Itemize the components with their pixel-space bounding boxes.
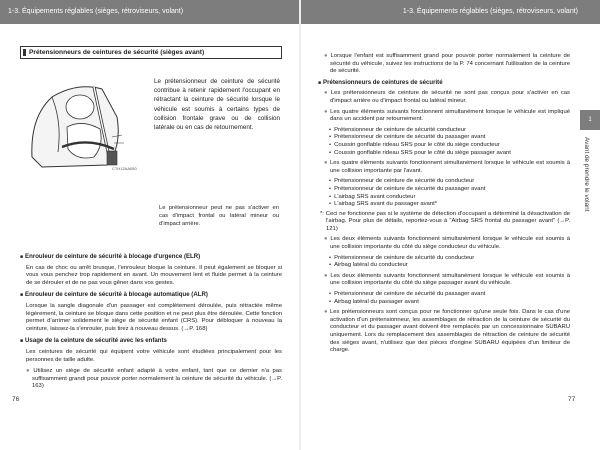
bullet-4-list xyxy=(318,255,570,270)
list-item: • L'airbag SRS avant conducteur xyxy=(318,194,570,202)
pretensioner-note: Le prétensionneur peut ne pas s'activer en cas d'impact frontal ou latéral mineur ou d'impact arrière. xyxy=(159,205,279,227)
page-number-left: 76 xyxy=(12,396,20,403)
bullet-4: ● Les deux éléments suivants fonctionnent simultanément lorsque le véhicule est soumis à une collision importante du côté du siège conducteur du véhicule. xyxy=(318,236,570,251)
page-number-right: 77 xyxy=(568,396,576,403)
list-item: • Prétensionneur de ceinture de sécurité conducteur xyxy=(318,127,570,135)
list-item: • Prétensionneur de ceinture de sécurité du passager avant xyxy=(318,291,570,299)
chapter-label xyxy=(583,137,597,277)
figure-code: CTH12AA050 xyxy=(112,166,137,171)
bullet-5-list xyxy=(318,291,570,306)
chapter-label-text: Avant de prendre le volant xyxy=(583,137,590,212)
alr-title: ■ Enrouleur de ceinture de sécurité à blocage automatique (ALR) xyxy=(20,291,282,300)
section-title-box xyxy=(20,46,282,59)
list-item: • Airbag latéral du conducteur xyxy=(318,262,570,270)
bullet-2-list xyxy=(318,127,570,157)
elr-title: ■ Enrouleur de ceinture de sécurité à blocage d'urgence (ELR) xyxy=(20,253,282,262)
list-item: • Prétensionneur de ceinture de sécurité du passager avant xyxy=(318,186,570,194)
bullet-3: ● Les quatre éléments suivants fonctionnent simultanément lorsque le véhicule est soumis à une collision importante par l'avant. xyxy=(318,160,570,175)
bullet-6: ● Les prétensionneurs sont conçus pour ne fonctionner qu'une seule fois. Dans le cas d'une activation d'un prétensionneur, les assemblages de rétraction de la ceinture de sécurité du conducteur et du passager avant doivent être remplacés par un concessionnaire SUBARU uniquement. Lors du remplacement des assemblages de rétraction de ceinture de sécurité des sièges avant, n'utilisez que des pièces d'origine SUBARU équipées d'un limiteur de charge. xyxy=(318,309,570,355)
elr-text: En cas de choc ou arrêt brusque, l'enrouleur bloque la ceinture. Il peut également se bloquer si vous vous penchez trop rapidement en avant. Un mouvement lent et fluide permet à la ceinture de se dérouler et de ne pas vous gêner dans vos gestes. xyxy=(26,264,282,286)
list-item: • Prétensionneur de ceinture de sécurité du conducteur xyxy=(318,255,570,263)
alr-text: Lorsque la sangle diagonale d'un passager est complètement déroulée, puis rétractée même légèrement, la ceinture se bloque dans cette position et ne peut plus être déroulée. Cette fonction permet d'arrimer solidement le siège de sécurité enfant (CRS). Pour débloquer à nouveau la ceinture, laissez-la s'enrouler, puis tirez à nouveau dessus. (→P. 168) xyxy=(26,302,282,332)
page-gutter xyxy=(299,0,301,450)
chapter-tab: 1 xyxy=(580,110,600,130)
child-title: ■ Usage de la ceinture de sécurité avec les enfants xyxy=(20,337,282,346)
bullet-1: ● Les prétensionneurs de ceinture de sécurité ne sont pas conçus pour s'activer en cas d'impact arrière ou d'impact frontal ou latéral mineur. xyxy=(318,90,570,105)
header-left: 1-3. Équipements réglables (sièges, rétroviseurs, volant) xyxy=(0,0,300,24)
left-page xyxy=(20,46,283,390)
section-title: Prétensionneurs de ceintures de sécurité (sièges avant) xyxy=(29,49,205,56)
top-bullet: ● Lorsque l'enfant est suffisamment grand pour pouvoir porter normalement la ceinture de sécurité du véhicule, suivez les instructions de la P. 74 concernant l'utilisation de la ceinture de sécurité. xyxy=(318,53,570,76)
child-text: Les ceintures de sécurité qui équipent votre véhicule sont étudiées principalement pour les personnes de taille adulte. xyxy=(26,348,282,363)
list-item: • Prétensionneur de ceinture de sécurité du conducteur xyxy=(318,178,570,186)
list-item: • Coussin gonflable rideau SRS pour le côté du siège conducteur xyxy=(318,142,570,150)
right-section-title: ■ Prétensionneurs de ceintures de sécurité xyxy=(318,79,570,88)
pretensioner-intro: Le prétensionneur de ceinture de sécurité contribue à retenir rapidement l'occupant en rétractant la ceinture de sécurité lorsque le véhicule est soumis à certains types de collision frontale grave ou de collision latérale ou en cas de retournement. xyxy=(154,78,280,132)
header-right: 1-3. Équipements réglables (sièges, rétroviseurs, volant) xyxy=(300,0,600,24)
list-item: • Airbag latéral du passager avant xyxy=(318,299,570,307)
list-item: • Coussin gonflable rideau SRS pour le côté du siège passager avant xyxy=(318,150,570,158)
bullet-2: ● Les quatre éléments suivants fonctionnent simultanément lorsque le véhicule est impliqué dans un accident par retournement. xyxy=(318,109,570,124)
left-page-body xyxy=(20,253,282,394)
footnote: *: Ceci ne fonctionne pas si le système de détection d'occupant a déterminé la désactivation de l'airbag. Pour plus de détails, reportez-vous à "Airbag SRS frontal du passager avant" (→P. 121) xyxy=(320,210,570,232)
list-item: • L'airbag SRS avant du passager avant* xyxy=(318,201,570,209)
right-page xyxy=(318,53,570,358)
list-item: • Prétensionneur de ceinture de sécurité du passager avant xyxy=(318,134,570,142)
child-bullet: ● Utilisez un siège de sécurité enfant adapté à votre enfant, tant que ce dernier n'a pas suffisamment grandi pour pouvoir porter normalement la ceinture de sécurité du véhicule. (→P. 163) xyxy=(20,368,282,391)
seatbelt-pretensioner-illustration xyxy=(22,77,144,173)
bullet-5: ● Les deux éléments suivants fonctionnent simultanément lorsque le véhicule est soumis à une collision importante du côté du siège passager avant du véhicule. xyxy=(318,273,570,288)
bullet-3-list xyxy=(318,178,570,208)
